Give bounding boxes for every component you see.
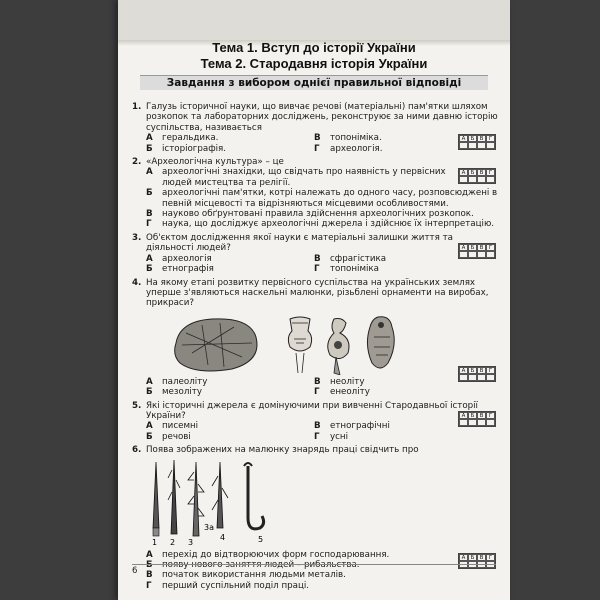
fish-hook-5 bbox=[248, 466, 264, 529]
artifacts-figure bbox=[172, 313, 498, 375]
answer-box[interactable]: А Б В Г bbox=[458, 366, 496, 382]
answer-box[interactable]: А Б В Г bbox=[458, 553, 496, 569]
answer-box[interactable]: А Б В Г bbox=[458, 243, 496, 259]
option-a: А писемні bbox=[146, 421, 199, 432]
option-v: В сфрагістика bbox=[314, 253, 387, 264]
question-number: 5. bbox=[132, 400, 142, 411]
option-v: В початок використання людьми металів. bbox=[146, 570, 346, 581]
answer-box[interactable]: А Б В Г bbox=[458, 411, 496, 427]
page-number: 6 bbox=[132, 566, 138, 576]
tool-label: 3 bbox=[188, 537, 194, 547]
section-subtitle: Завдання з вибором однієї правильної відповіді bbox=[140, 75, 488, 90]
question-1 bbox=[132, 102, 498, 154]
option-v: В топоніміка. bbox=[314, 133, 382, 144]
options bbox=[146, 421, 498, 442]
question-4 bbox=[132, 278, 498, 398]
option-a: А геральдика. bbox=[146, 133, 219, 144]
option-v: В науково обґрунтовані правила здійснення археологічних розкопок. bbox=[146, 209, 474, 220]
question-number: 4. bbox=[132, 277, 142, 288]
topic-title-1: Тема 1. Вступ до історії України bbox=[212, 40, 416, 55]
tools-figure bbox=[148, 458, 498, 548]
topic-title-2: Тема 2. Стародавня історія України bbox=[200, 56, 428, 71]
question-2 bbox=[132, 157, 498, 230]
question-text: Галузь історичної науки, що вивчає речові (матеріальні) пам'ятки шляхом розкопок та лабораторних досліджень, реконструює за ними давню історію суспільства, називається bbox=[146, 102, 498, 133]
workbook-page bbox=[118, 0, 510, 600]
option-b: Б появу нового заняття людей – рибальства. bbox=[146, 559, 360, 570]
question-number: 2. bbox=[132, 157, 142, 168]
tool-label: 5 bbox=[258, 534, 264, 544]
option-a: А археологічні знахідки, що свідчать про наявність у первісних людей мистецтва та релігії. bbox=[146, 167, 446, 188]
option-b: Б археологічні пам'ятки, котрі належать до одного часу, розповсюджені в певній місцевості та відрізняються місцевими особливостями. bbox=[146, 188, 498, 209]
carved-figurine bbox=[328, 318, 349, 375]
carved-figurine bbox=[367, 316, 394, 367]
option-g: Г усні bbox=[314, 431, 349, 442]
tool-label: 1 bbox=[152, 537, 158, 547]
harpoon-4 bbox=[217, 462, 223, 528]
answer-box[interactable]: А Б В Г bbox=[458, 168, 496, 184]
question-6 bbox=[132, 445, 498, 591]
question-text: Поява зображених на малюнку знарядь праці свідчить про bbox=[146, 445, 419, 456]
question-number: 3. bbox=[132, 232, 142, 243]
option-b: Б мезоліту bbox=[146, 387, 203, 398]
option-v: В неоліту bbox=[314, 376, 365, 387]
option-a: А перехід до відтворюючих форм господарювання. bbox=[146, 549, 390, 560]
artifacts-illustration bbox=[172, 313, 472, 375]
question-5 bbox=[132, 401, 498, 443]
answer-box[interactable]: А Б В Г bbox=[458, 134, 496, 150]
tool-label: 3а bbox=[204, 522, 214, 532]
options bbox=[146, 167, 498, 229]
option-g: Г топоніміка bbox=[314, 264, 380, 275]
option-g: Г перший суспільний поділ праці. bbox=[146, 580, 310, 591]
previous-page-edge bbox=[118, 0, 510, 40]
carved-figurine bbox=[288, 317, 311, 373]
tool-label: 4 bbox=[220, 532, 226, 542]
question-text: «Археологічна культура» – це bbox=[146, 157, 284, 168]
tools-illustration bbox=[148, 458, 288, 548]
question-text: На якому етапі розвитку первісного суспільства на українських землях уперше з'являються наскельні малюнки, різьблені орнаменти на виробах, прикраси? bbox=[146, 277, 489, 309]
option-v: В етнографічні bbox=[314, 421, 390, 432]
option-b: Б історіографія. bbox=[146, 143, 227, 154]
option-g: Г археологія. bbox=[314, 143, 383, 154]
option-a: А археологія bbox=[146, 253, 212, 264]
question-text: Об'єктом дослідження якої науки є матеріальні залишки життя та діяльності людей? bbox=[146, 232, 453, 254]
option-b: Б етнографія bbox=[146, 264, 214, 275]
questions bbox=[132, 102, 498, 594]
page-header bbox=[132, 40, 496, 90]
option-b: Б речові bbox=[146, 431, 191, 442]
option-g: Г наука, що досліджує археологічні джерела і здійснює їх інтерпретацію. bbox=[146, 219, 495, 230]
tool-label: 2 bbox=[170, 537, 176, 547]
question-number: 1. bbox=[132, 102, 142, 112]
options bbox=[146, 254, 498, 275]
options bbox=[146, 133, 498, 154]
bone-spear-1 bbox=[153, 462, 159, 528]
option-a: А палеоліту bbox=[146, 376, 208, 387]
question-text: Які історичні джерела є домінуючими при вивченні Стародавньої історії України? bbox=[146, 400, 478, 421]
footer-divider bbox=[132, 564, 496, 565]
harpoon-3 bbox=[193, 462, 199, 536]
question-number: 6. bbox=[132, 445, 142, 456]
question-3 bbox=[132, 233, 498, 275]
option-g: Г енеоліту bbox=[314, 387, 370, 398]
harpoon-2 bbox=[171, 460, 177, 534]
options bbox=[146, 377, 498, 398]
options bbox=[146, 550, 498, 592]
